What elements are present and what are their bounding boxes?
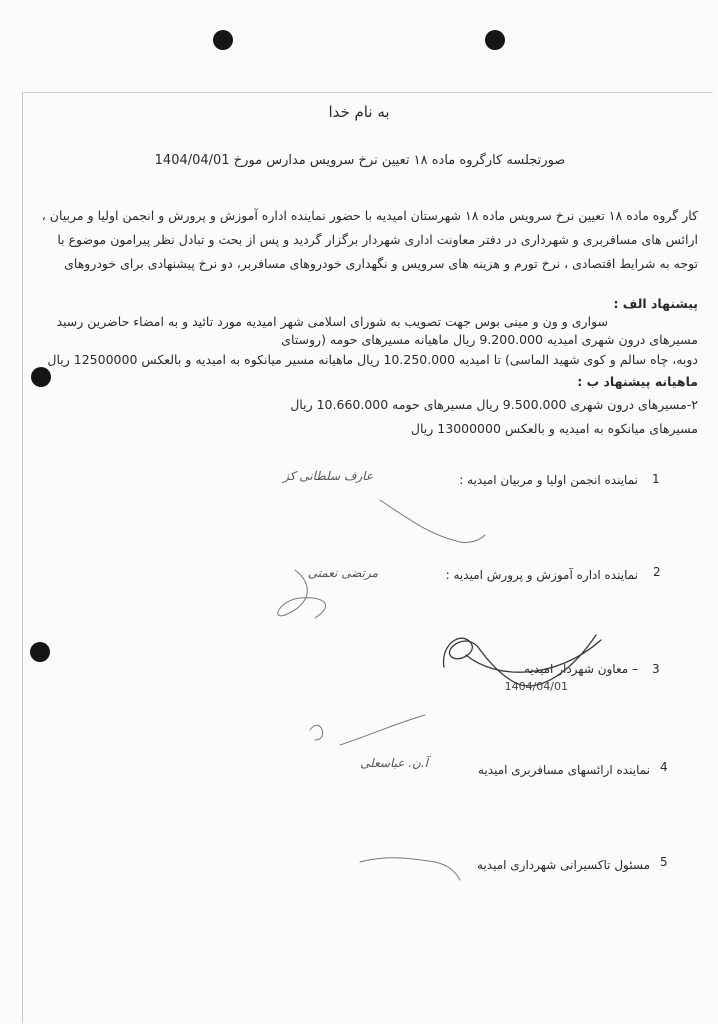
signatory-number: 4 xyxy=(660,760,668,774)
handwritten-name: آ.ن. عباسعلی xyxy=(360,756,428,770)
signature-mark xyxy=(255,560,365,630)
punch-hole xyxy=(485,30,505,50)
punch-hole xyxy=(30,642,50,662)
proposal-a-line: مسیرهای درون شهری امیدیه 9.200.000 ریال ماهیانه مسیرهای حومه (روستای xyxy=(281,332,698,347)
signatory-number: 5 xyxy=(660,855,668,869)
signatory-label: مسئول تاکسیرانی شهرداری امیدیه xyxy=(477,858,650,872)
proposal-b-line: مسیرهای میانکوه به امیدیه و بالعکس 13000000 ریال xyxy=(410,421,698,436)
handwritten-date: 1404/04/01 xyxy=(504,680,568,693)
paragraph-line: کار گروه ماده ۱۸ تعیین نرخ سرویس ماده ۱۸ شهرستان امیدیه با حضور نماینده اداره آموزش و پرورش و انجمن اولیا و مربیان ، xyxy=(41,208,698,223)
paragraph-line: ارائس های مسافربری و شهرداری در دفتر معاونت اداری شهردار برگزار گردید و پس از بحث و تبادل نظر پیرامون موضوع با xyxy=(57,232,698,247)
signature-mark xyxy=(355,850,465,890)
signature-mark xyxy=(300,710,430,755)
proposal-a-line: دوبه، چاه سالم و کوی شهید الماسی) تا امیدیه 10.250.000 ریال ماهیانه مسیر میانکوه به امیدیه و بالعکس 12500000 ریال xyxy=(47,352,698,367)
handwritten-name: مرتضی نعمتی xyxy=(307,566,378,580)
signatory-label: نماینده اداره آموزش و پرورش امیدیه : xyxy=(445,568,638,582)
signatory-label: نماینده ارائسهای مسافربری امیدیه xyxy=(478,763,650,777)
punch-hole xyxy=(31,367,51,387)
proposal-b-heading: ماهیانه پیشنهاد ب : xyxy=(577,374,698,389)
signatory-number: 1 xyxy=(652,472,660,486)
signatory-label: – معاون شهردار امیدیه xyxy=(523,662,638,676)
punch-hole xyxy=(213,30,233,50)
signatory-number: 2 xyxy=(653,565,661,579)
proposal-b-line: ۲-مسیرهای درون شهری 9.500.000 ریال مسیرهای حومه 10.660.000 ریال xyxy=(290,397,698,412)
proposal-a-heading: پیشنهاد الف : xyxy=(613,296,698,311)
signatory-label: نماینده انجمن اولیا و مربیان امیدیه : xyxy=(459,473,638,487)
document-subject: صورتجلسه کارگروه ماده ۱۸ تعیین نرخ سرویس مدارس مورخ 1404/04/01 xyxy=(154,153,566,168)
signature-mark xyxy=(370,480,490,550)
proposal-a-line: سواری و ون و مینی بوس جهت تصویب به شورای اسلامی شهر امیدیه مورد تائید و به امضاء حاضرین رسید xyxy=(56,314,608,329)
signature-mark xyxy=(436,625,606,700)
paragraph-line: توجه به شرایط اقتصادی ، نرخ تورم و هزینه های سرویس و نگهداری خودروهای مسافربر، دو نرخ پیشنهادی برای خودروهای xyxy=(64,256,698,271)
handwritten-name: عارف سلطانی کز xyxy=(283,469,373,483)
document-title: به نام خدا xyxy=(328,103,390,121)
signatory-number: 3 xyxy=(652,662,660,676)
